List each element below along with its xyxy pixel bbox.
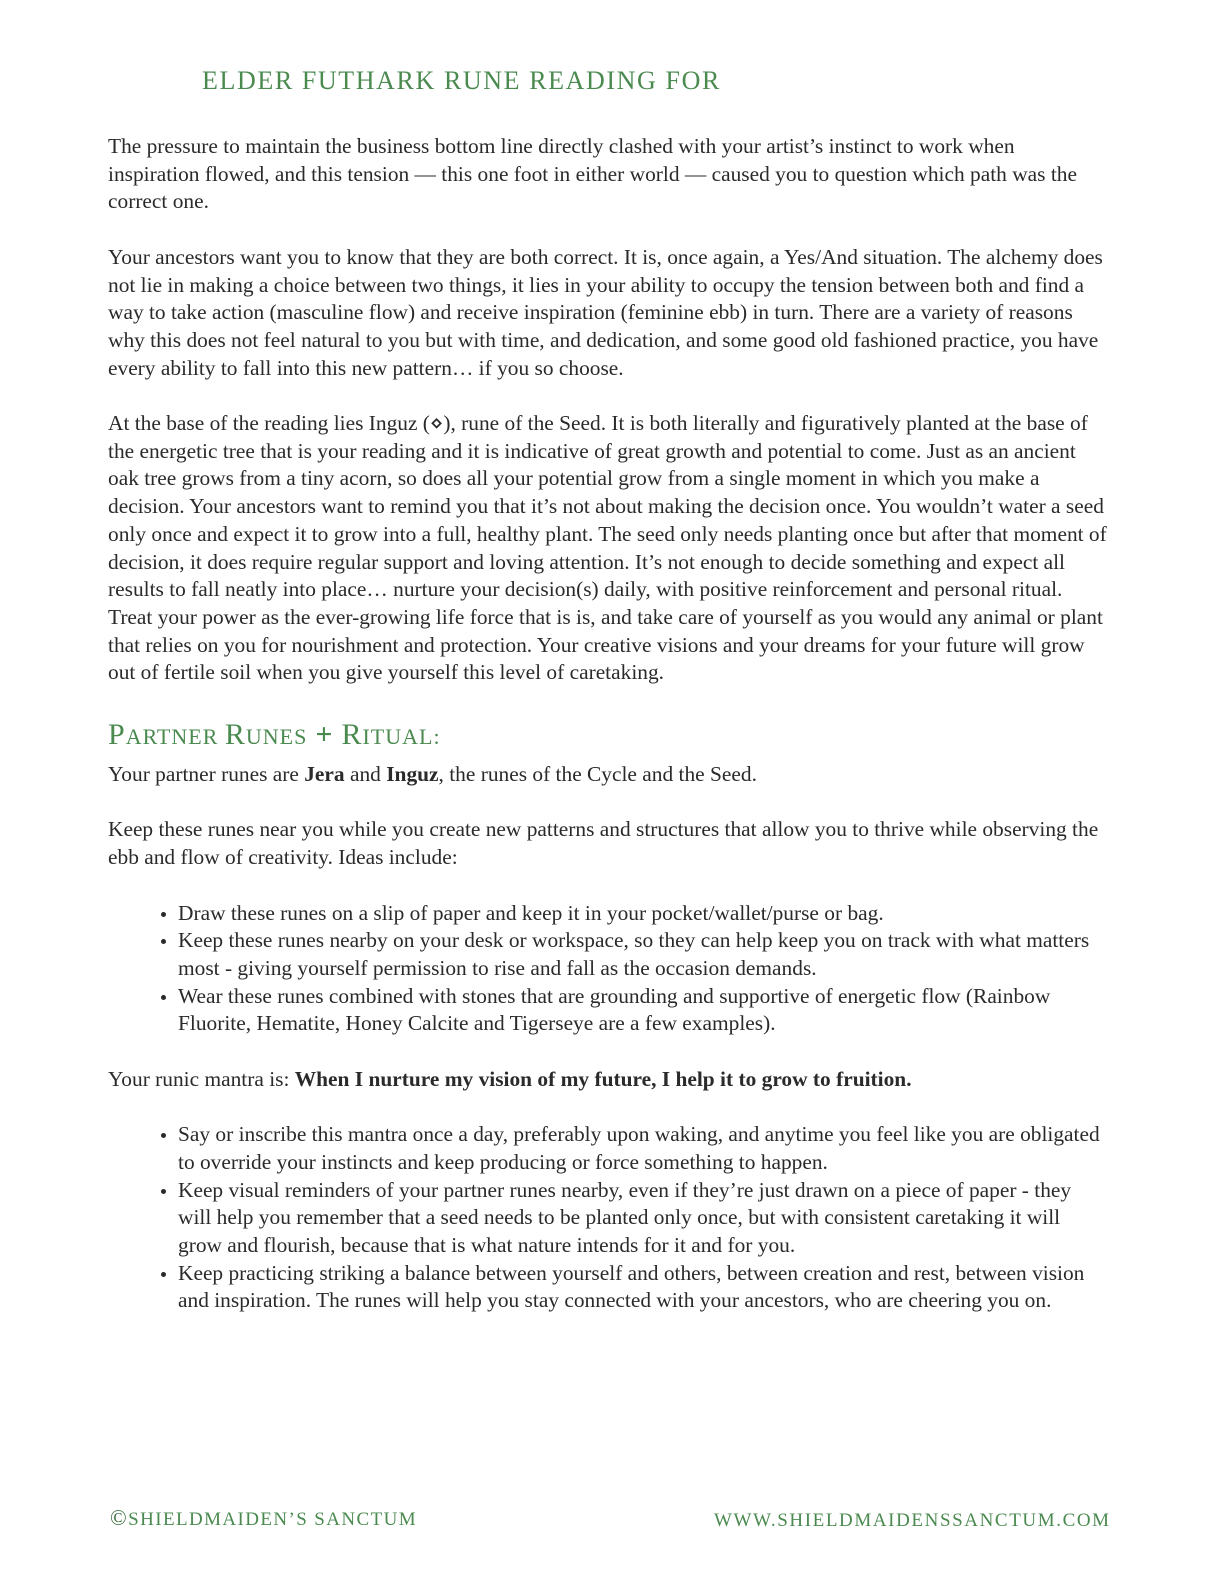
list-item: • Keep visual reminders of your partner runes nearby, even if they’re just drawn on a piece of paper - they will help you remember that a seed needs to be planted only once, but with consistent caretaking it will grow and flourish, because that is what nature intends for it and for you. [178,1177,1108,1260]
mantra-text: When I nurture my vision of my future, I help it to grow to fruition. [294,1066,912,1091]
paragraph-tension: The pressure to maintain the business bottom line directly clashed with your artist’s instinct to work when inspiration flowed, and this tension — this one foot in either world — caused you to question which path was the correct one. [108,134,1077,214]
list-item: • Wear these runes combined with stones that are grounding and supportive of energetic flow (Rainbow Fluorite, Hematite, Honey Calcite and Tigerseye are a few examples). [178,983,1108,1038]
list-item: • Draw these runes on a slip of paper and keep it in your pocket/wallet/purse or bag. [178,900,1108,928]
rune-jera: Jera [304,762,345,787]
footer-brand: SHIELDMAIDEN’S SANCTUM [128,1509,418,1530]
page-title: ELDER FUTHARK RUNE READING FOR [202,66,721,95]
list-item: • Say or inscribe this mantra once a day, preferably upon waking, and anytime you feel like you are obligated to override your instincts and keep producing or force something to happen. [178,1121,1108,1176]
rune-inguz: Inguz [386,762,439,787]
partner-runes-line: Your partner runes are Jera and Inguz, the runes of the Cycle and the Seed. [108,762,757,787]
footer-copyright [110,1505,417,1531]
copyright-icon: © [110,1505,129,1530]
ideas-list [108,900,1108,1039]
section-heading-partner-runes: PARTNER RUNES + RITUAL: [108,718,441,752]
mantra-line: Your runic mantra is: When I nurture my vision of my future, I help it to grow to fruition. [108,1066,912,1091]
reading-body [108,133,1108,1315]
paragraph-inguz: At the base of the reading lies Inguz (⋄), rune of the Seed. It is both literally and figuratively planted at the base of the energetic tree that is your reading and it is indicative of great growth and potential to come. Just as an ancient oak tree grows from a tiny acorn, so does all your potential grow from a single moment in which you make a decision. Your ancestors want to remind you that it’s not about making the decision once. You wouldn’t water a seed only once and expect it to grow into a full, healthy plant. The seed only needs planting once but after that moment of decision, it does require regular support and loving attention. It’s not enough to decide something and expect all results to fall neatly into place… nurture your decision(s) daily, with positive reinforcement and personal ritual. Treat your power as the ever-growing life force that is is, and take care of yourself as you would any animal or plant that relies on you for nourishment and protection. Your creative visions and your dreams for your future will grow out of fertile soil when you give yourself this level of caretaking. [108,411,1107,685]
footer-website: WWW.SHIELDMAIDENSSANCTUM.COM [714,1510,1111,1531]
practices-list [108,1121,1108,1315]
paragraph-ancestors: Your ancestors want you to know that they are both correct. It is, once again, a Yes/And situation. The alchemy does not lie in making a choice between two things, it lies in your ability to occupy the tension between both and find a way to take action (masculine flow) and receive inspiration (feminine ebb) in turn. There are a variety of reasons why this does not feel natural to you but with time, and dedication, and some good old fashioned practice, you have every ability to fall into this new pattern… if you so choose. [108,244,1103,380]
list-item: • Keep practicing striking a balance between yourself and others, between creation and rest, between vision and inspiration. The runes will help you stay connected with your ancestors, who are cheering you on. [178,1260,1108,1315]
list-item: • Keep these runes nearby on your desk or workspace, so they can help keep you on track with what matters most - giving yourself permission to rise and fall as the occasion demands. [178,927,1108,982]
paragraph-keep-runes: Keep these runes near you while you create new patterns and structures that allow you to thrive while observing the ebb and flow of creativity. Ideas include: [108,817,1099,870]
